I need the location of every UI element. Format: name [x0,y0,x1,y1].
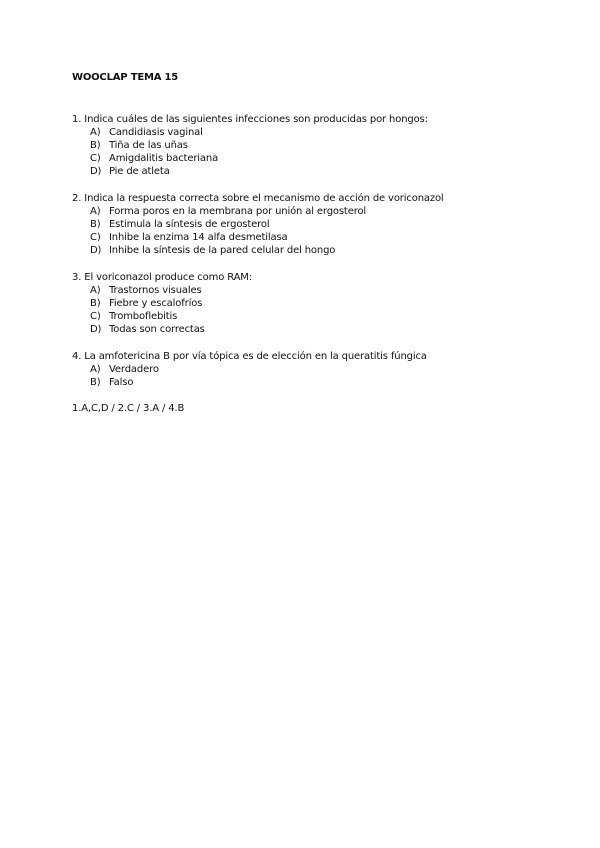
question-4 [72,350,427,389]
option-text: Falso [109,377,134,389]
option-text: Pie de atleta [109,166,170,178]
option-a [72,205,444,218]
question-2 [72,192,444,257]
option-d [72,323,252,336]
question-text: 1. Indica cuáles de las siguientes infecciones son producidas por hongos: [72,114,428,125]
question-text: 4. La amfotericina B por vía tópica es de elección en la queratitis fúngica [72,351,427,362]
question-1 [72,113,428,178]
option-text: Trastornos visuales [109,285,202,297]
option-text: Estimula la síntesis de ergosterol [109,219,270,231]
option-a [72,126,428,139]
option-letter: D) [90,245,102,257]
option-b [72,218,444,231]
question-text: 3. El voriconazol produce como RAM: [72,272,252,283]
option-text: Todas son correctas [109,324,205,336]
option-text: Amigdalitis bacteriana [109,153,219,165]
option-text: Candidiasis vaginal [109,127,203,139]
option-b [72,139,428,152]
option-b [72,376,427,389]
option-text: Inhibe la enzima 14 alfa desmetilasa [109,232,288,244]
option-c [72,152,428,165]
option-b [72,297,252,310]
option-list [72,284,252,336]
option-c [72,310,252,323]
option-letter: D) [90,166,102,178]
answer-key: 1.A,C,D / 2.C / 3.A / 4.B [72,403,185,414]
option-text: Tromboflebitis [109,311,178,323]
option-list [72,126,428,178]
option-letter: A) [90,206,101,218]
option-text: Inhibe la síntesis de la pared celular del hongo [109,245,336,257]
option-list [72,205,444,257]
option-letter: C) [90,311,101,323]
option-text: Forma poros en la membrana por unión al ergosterol [109,206,367,218]
option-letter: B) [90,298,101,310]
option-a [72,284,252,297]
option-text: Tiña de las uñas [109,140,188,152]
option-text: Verdadero [109,364,159,376]
option-letter: C) [90,153,101,165]
question-text: 2. Indica la respuesta correcta sobre el mecanismo de acción de voriconazol [72,193,444,204]
option-d [72,244,444,257]
option-a [72,363,427,376]
question-3 [72,271,252,336]
option-d [72,165,428,178]
option-letter: A) [90,127,101,139]
option-list [72,363,427,389]
option-text: Fiebre y escalofríos [109,298,203,310]
option-c [72,231,444,244]
document-title: WOOCLAP TEMA 15 [72,72,179,83]
option-letter: A) [90,364,101,376]
option-letter: B) [90,219,101,231]
option-letter: C) [90,232,101,244]
option-letter: A) [90,285,101,297]
option-letter: B) [90,140,101,152]
option-letter: D) [90,324,102,336]
option-letter: B) [90,377,101,389]
